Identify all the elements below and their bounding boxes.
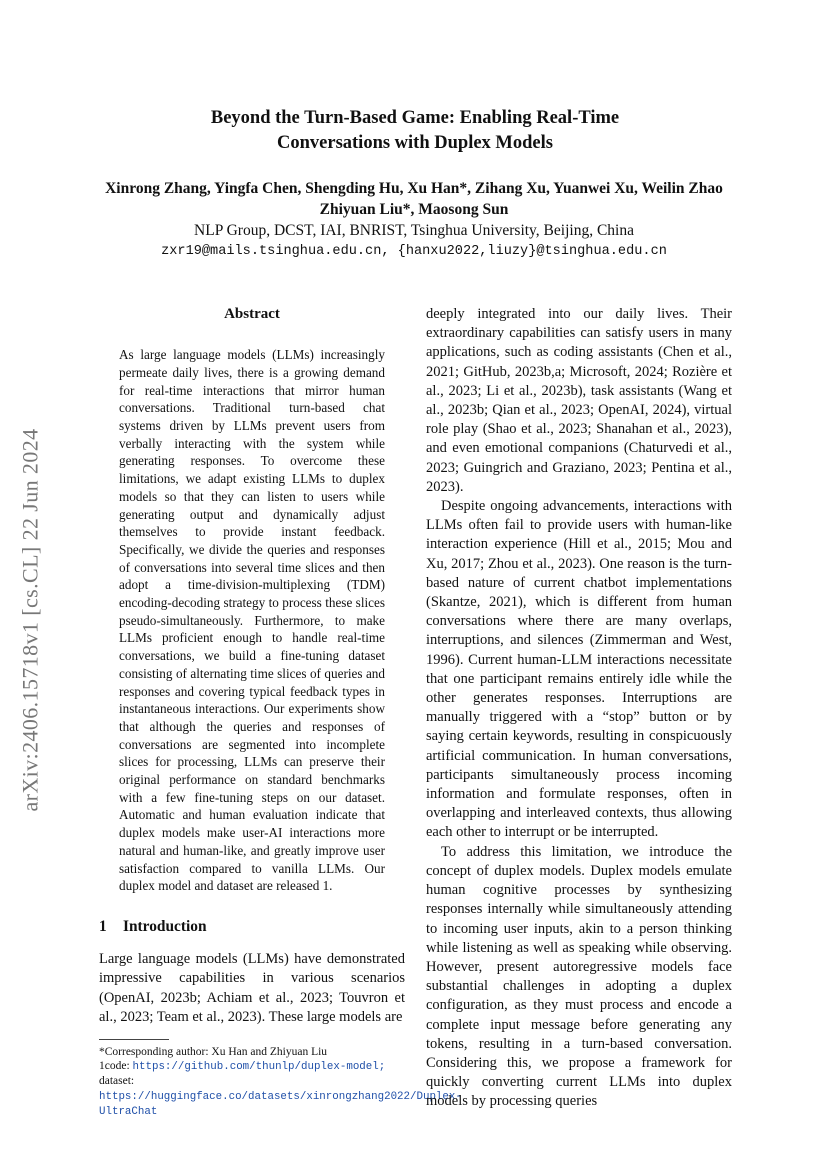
- footnotes: [99, 1045, 462, 1119]
- footnote-dataset: [99, 1074, 462, 1119]
- footnote-code-label: 1code:: [99, 1060, 130, 1073]
- abstract-heading: Abstract: [224, 306, 280, 322]
- intro-paragraph-1: Large language models (LLMs) have demonstrated impressive capabilities in various scenarios (OpenAI, 2023b; Achiam et al., 2023; Touvron et al., 2023; Team et al., 2023). These large models are: [99, 951, 405, 1025]
- author-emails: zxr19@mails.tsinghua.edu.cn, {hanxu2022,liuzy}@tsinghua.edu.cn: [161, 244, 667, 259]
- code-link[interactable]: https://github.com/thunlp/duplex-model;: [132, 1061, 386, 1074]
- affiliation: NLP Group, DCST, IAI, BNRIST, Tsinghua University, Beijing, China: [194, 222, 634, 239]
- right-paragraph-2: Despite ongoing advancements, interactions with LLMs often fail to provide users with human-like interaction experience (Hill et al., 2015; Mou and Xu, 2017; Zhou et al., 2023). One reason is the turn-based nature of current chatbot implementations (Skantze, 2021), which is different from human conversations where there are many overlaps, interruptions, and silences (Zimmerman and West, 1996). Current human-LLM interactions necessitate that one participant remains entirely idle while the other generates responses. Interruptions are manually triggered with a “stop” button or by saying certain keywords, resulting in conspicuously artificial communication. In human conversations, participants simultaneously process incoming information and formulate responses, often in overlapping and interleaved contexts, thus allowing each other to interrupt or be interrupted.: [426, 498, 732, 841]
- title-line-1: Beyond the Turn-Based Game: Enabling Real-Time: [210, 108, 620, 128]
- right-column: [426, 305, 732, 1112]
- footnote-code: [99, 1059, 405, 1074]
- right-paragraph-1: deeply integrated into our daily lives. Their extraordinary capabilities can satisfy users in many applications, such as coding assistants (Chen et al., 2021; GitHub, 2023b,a; Microsoft, 2024; Rozière et al., 2023; Li et al., 2023b), task assistants (Wang et al., 2023b; Qian et al., 2023; OpenAI, 2024), virtual role play (Shao et al., 2023; Shanahan et al., 2023), and even emotional companions (Chaturvedi et al., 2023; Guingrich and Graziano, 2023; Pentina et al., 2023).: [426, 306, 732, 495]
- footnote-divider: [99, 1039, 169, 1040]
- dataset-link[interactable]: https://huggingface.co/datasets/xinrongzhang2022/Duplex-UltraChat: [99, 1090, 462, 1118]
- paper-title: [90, 106, 740, 156]
- author-names-line-1: Xinrong Zhang, Yingfa Chen, Shengding Hu, Xu Han*, Zihang Xu, Yuanwei Xu, Weilin Zhao: [105, 180, 723, 197]
- section-number: 1: [99, 918, 107, 935]
- title-line-2: Conversations with Duplex Models: [277, 133, 553, 153]
- right-paragraph-3: To address this limitation, we introduce the concept of duplex models. Duplex models emulate human cognitive processes by synthesizing responses internally while simultaneously attending to incoming user inputs, akin to a person thinking while listening as well as speaking while observing. However, present autoregressive models face substantial challenges in adopting a duplex configuration, as they must process and encode a complete input message before generating any tokens, resulting in a turn-based conversation. Considering this, we propose a framework for quickly converting current LLMs into duplex models by processing queries: [426, 843, 732, 1110]
- footnote-corresponding-author: *Corresponding author: Xu Han and Zhiyuan Liu: [99, 1046, 328, 1059]
- footnote-dataset-label: dataset:: [99, 1075, 135, 1088]
- abstract-text: As large language models (LLMs) increasingly permeate daily lives, there is a growing demand for real-time interactions that mirror human conversations. Traditional turn-based chat systems driven by LLMs prevent users from verbally interacting with the system while generating responses. To overcome these limitations, we adapt existing LLMs to duplex models so that they can listen to users while generating output and dynamically adjust themselves to provide instant feedback. Specifically, we divide the queries and responses of conversations into several time slices and then adopt a time-division-multiplexing (TDM) encoding-decoding strategy to process these slices pseudo-simultaneously. Furthermore, to make LLMs proficient enough to handle real-time conversations, we build a fine-tuning dataset consisting of alternating time slices of queries and responses and covering typical feedback types in instantaneous interactions. Our experiments show that although the queries and responses of conversations are segmented into incomplete slices for processing, LLMs can preserve their original performance on standard benchmarks with a few fine-tuning steps on our dataset. Automatic and human evaluation indicate that duplex models make user-AI interactions more natural and human-like, and greatly improve user satisfaction compared to vanilla LLMs. Our duplex model and dataset are released 1.: [119, 347, 385, 894]
- author-block: [60, 178, 768, 262]
- author-names-line-2: Zhiyuan Liu*, Maosong Sun: [319, 201, 509, 218]
- left-column: [99, 305, 462, 1119]
- arxiv-identifier-stamp: arXiv:2406.15718v1 [cs.CL] 22 Jun 2024: [18, 428, 43, 812]
- section-title: Introduction: [123, 918, 207, 935]
- section-heading-introduction: [99, 917, 405, 936]
